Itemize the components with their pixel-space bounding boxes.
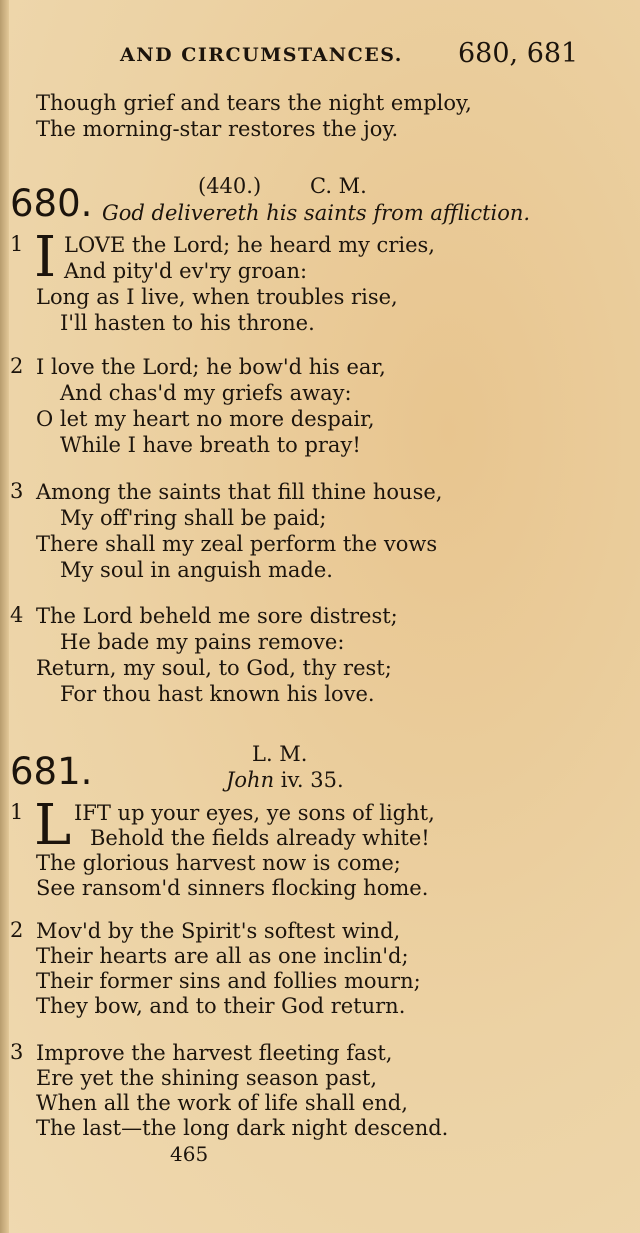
hymn-680-title: God delivereth his saints from affliction. [102, 201, 531, 225]
verse-line: Mov'd by the Spirit's softest wind, [36, 919, 401, 943]
hymn-681-meter: L. M. [252, 742, 308, 766]
verse-line: And pity'd ev'ry groan: [64, 259, 308, 283]
page-numbers: 680, 681 [458, 38, 579, 69]
verse-number: 2 [10, 354, 24, 378]
verse-line: They bow, and to their God return. [36, 994, 406, 1018]
footer-page-number: 465 [170, 1142, 209, 1166]
hymn-680-meter: C. M. [310, 174, 367, 198]
verse-line: The Lord beheld me sore distrest; [36, 604, 398, 628]
verse-number: 1 [10, 800, 24, 824]
verse-line: He bade my pains remove: [60, 630, 345, 654]
verse-line: O let my heart no more despair, [36, 407, 375, 431]
drop-cap: L [34, 793, 72, 858]
verse-line: Among the saints that fill thine house, [36, 480, 443, 504]
carryover-line-1: Though grief and tears the night employ, [36, 91, 472, 115]
verse-line: Ere yet the shining season past, [36, 1066, 378, 1090]
verse-line: The glorious harvest now is come; [36, 851, 401, 875]
verse-line: I love the Lord; he bow'd his ear, [36, 355, 386, 379]
verse-number: 1 [10, 232, 24, 256]
verse-line: Return, my soul, to God, thy rest; [36, 656, 392, 680]
verse-line: My off'ring shall be paid; [60, 506, 327, 530]
running-title: AND CIRCUMSTANCES. [120, 44, 403, 66]
verse-line: Their former sins and follies mourn; [36, 969, 421, 993]
verse-number: 2 [10, 918, 24, 942]
hymn-681-reference [226, 768, 344, 792]
verse-line: See ransom'd sinners flocking home. [36, 876, 429, 900]
verse-line: The last—the long dark night descend. [36, 1116, 449, 1140]
verse-line: Their hearts are all as one inclin'd; [36, 944, 409, 968]
verse-number: 3 [10, 1040, 24, 1064]
hymn-681-number: 681. [10, 750, 93, 793]
drop-cap: I [34, 225, 57, 290]
verse-line: I'll hasten to his throne. [60, 311, 315, 335]
verse-line: While I have breath to pray! [60, 433, 361, 457]
verse-line: Long as I live, when troubles rise, [36, 285, 398, 309]
reference-chapter-verse: iv. 35. [274, 768, 344, 792]
verse-line: My soul in anguish made. [60, 558, 333, 582]
verse-line: There shall my zeal perform the vows [36, 532, 438, 556]
carryover-line-2: The morning-star restores the joy. [36, 117, 399, 141]
reference-book: John [226, 768, 275, 792]
hymn-680-alt-number: (440.) [198, 174, 262, 198]
verse-number: 3 [10, 479, 24, 503]
verse-line: When all the work of life shall end, [36, 1091, 408, 1115]
verse-line: IFT up your eyes, ye sons of light, [74, 801, 435, 825]
verse-line: Behold the fields already white! [90, 826, 430, 850]
verse-line: For thou hast known his love. [60, 682, 375, 706]
hymn-680-number: 680. [10, 182, 93, 225]
page-gutter-shadow [0, 0, 9, 1233]
verse-number: 4 [10, 603, 24, 627]
verse-line: Improve the harvest fleeting fast, [36, 1041, 393, 1065]
verse-line: And chas'd my griefs away: [60, 381, 352, 405]
verse-line: LOVE the Lord; he heard my cries, [64, 233, 435, 257]
